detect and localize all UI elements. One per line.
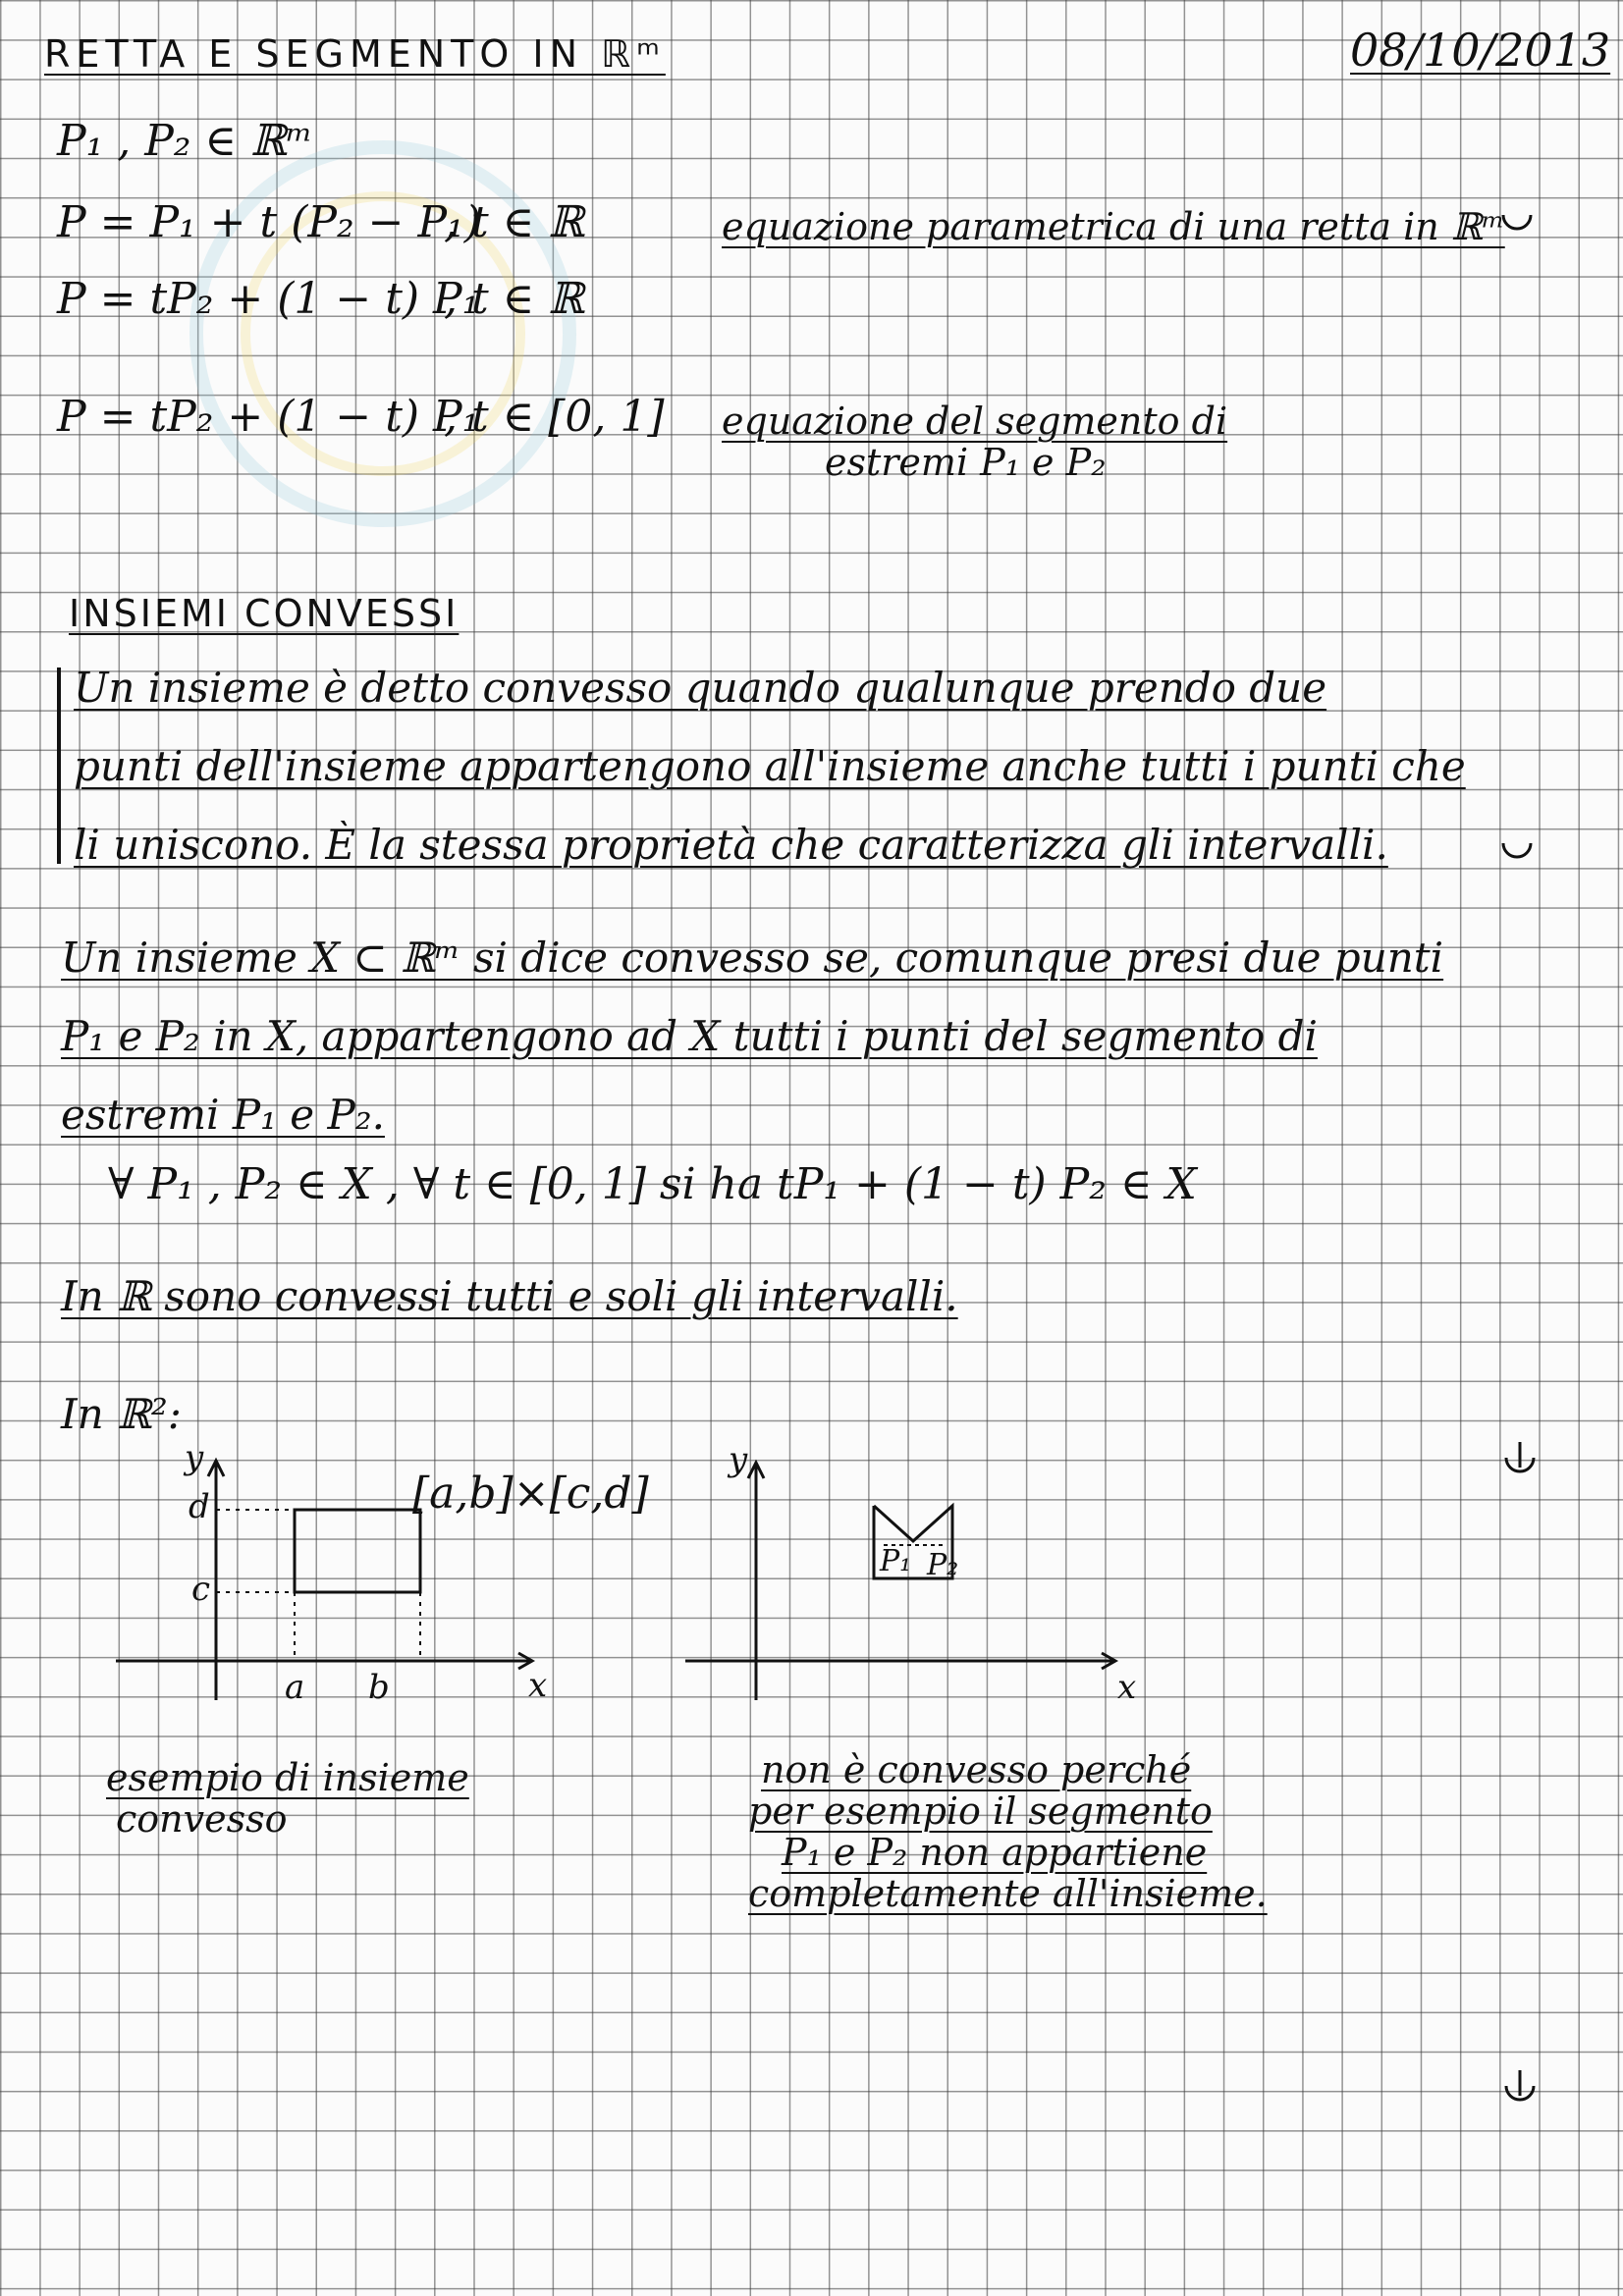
note-date: 08/10/2013 bbox=[1350, 24, 1611, 77]
definition-line-3: li uniscono. È la stessa proprietà che caratterizza gli intervalli. bbox=[74, 821, 1388, 869]
left-y-axis-label: y bbox=[185, 1438, 204, 1477]
left-set-label: [a,b]×[c,d] bbox=[412, 1468, 649, 1519]
segment-equation: P = tP₂ + (1 − t) P₁ bbox=[57, 392, 480, 442]
binder-hole-icon bbox=[1497, 829, 1537, 869]
line-equation-2: P = tP₂ + (1 − t) P₁ bbox=[57, 274, 480, 324]
line-equation-1: P = P₁ + t (P₂ − P₁) bbox=[57, 197, 481, 247]
convex-sets-in-r: In ℝ sono convessi tutti e soli gli intervalli. bbox=[61, 1272, 958, 1320]
right-caption-3: P₁ e P₂ non appartiene bbox=[782, 1831, 1208, 1874]
formal-definition-1: Un insieme X ⊂ ℝᵐ si dice convesso se, comunque presi due punti bbox=[61, 934, 1444, 982]
left-b-label: b bbox=[368, 1668, 390, 1707]
left-c-label: c bbox=[191, 1570, 211, 1609]
right-p1-label: P₁ bbox=[880, 1544, 912, 1578]
non-convex-set-diagram bbox=[677, 1440, 1149, 1718]
right-caption-2: per esempio il segmento bbox=[748, 1789, 1213, 1833]
formal-definition-3: estremi P₁ e P₂. bbox=[61, 1091, 385, 1139]
definition-line-2: punti dell'insieme appartengono all'insieme anche tutti i punti che bbox=[74, 742, 1466, 790]
line-equation-1-domain: , t ∈ ℝ bbox=[444, 197, 584, 247]
segment-equation-note-1: equazione del segmento di bbox=[722, 400, 1228, 443]
binder-hole-icon bbox=[1497, 201, 1537, 240]
line-equation-note: equazione parametrica di una retta in ℝᵐ bbox=[722, 205, 1505, 248]
segment-equation-domain: , t ∈ [0, 1] bbox=[444, 392, 665, 442]
right-caption-1: non è convesso perché bbox=[761, 1748, 1192, 1791]
left-d-label: d bbox=[189, 1487, 210, 1526]
segment-equation-note-2: estremi P₁ e P₂ bbox=[825, 441, 1107, 484]
right-caption-4: completamente all'insieme. bbox=[748, 1872, 1268, 1915]
right-y-axis-label: y bbox=[729, 1440, 748, 1479]
convexity-condition: ∀ P₁ , P₂ ∈ X , ∀ t ∈ [0, 1] si ha tP₁ + (1 − t) P₂ ∈ X bbox=[108, 1159, 1197, 1209]
definition-bracket bbox=[57, 667, 61, 864]
left-caption-1: esempio di insieme bbox=[106, 1756, 469, 1799]
points-in-rm: P₁ , P₂ ∈ ℝᵐ bbox=[57, 116, 313, 166]
section-heading-convex: INSIEMI CONVESSI bbox=[69, 592, 460, 635]
page-title: RETTA E SEGMENTO IN ℝᵐ bbox=[44, 32, 666, 76]
left-x-axis-label: x bbox=[528, 1666, 548, 1705]
right-p2-label: P₂ bbox=[927, 1548, 959, 1582]
formal-definition-2: P₁ e P₂ in X, appartengono ad X tutti i punti del segmento di bbox=[61, 1012, 1318, 1060]
left-a-label: a bbox=[285, 1668, 305, 1707]
binder-hole-icon bbox=[1500, 1438, 1540, 1477]
right-x-axis-label: x bbox=[1117, 1668, 1137, 1707]
left-caption-2: convesso bbox=[116, 1797, 288, 1841]
definition-line-1: Un insieme è detto convesso quando qualunque prendo due bbox=[74, 664, 1327, 712]
convex-sets-in-r2: In ℝ²: bbox=[61, 1390, 182, 1438]
binder-hole-icon bbox=[1500, 2066, 1540, 2106]
line-equation-2-domain: , t ∈ ℝ bbox=[444, 274, 584, 324]
